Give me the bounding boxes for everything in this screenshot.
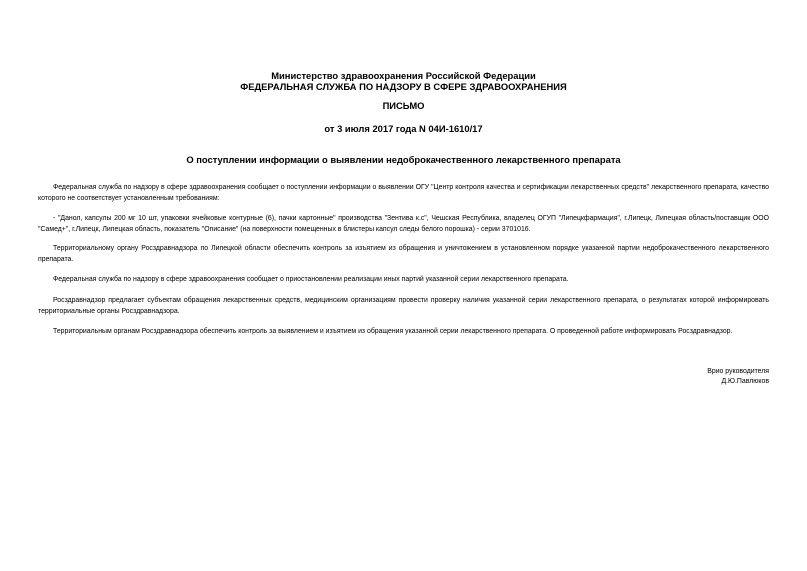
document-subject: О поступлении информации о выявлении недоброкачественного лекарственного препарата — [186, 154, 621, 165]
document-date-number: от 3 июля 2017 года N 04И-1610/17 — [324, 123, 483, 134]
body-paragraph-2: - "Данол, капсулы 200 мг 10 шт, упаковки ячейковые контурные (6), пачки картонные" производства "Зентива к.с", Чешская Республика, владелец ОГУП "Липецкфармация", г.Липецк, Липецкая область/поставщик ООО "Самед+", г.Липецк, Липецкая область, показатель "Описание" (на поверхности помещенных в блистеры капсул следы белого порошка) - серии 3701016. — [38, 215, 769, 233]
letterhead — [0, 70, 807, 92]
body-paragraph-4: Федеральная служба по надзору в сфере здравоохранения сообщает о приостановлении реализации иных партий указанной серии лекарственного препарата. — [53, 276, 569, 283]
document-type: ПИСЬМО — [382, 100, 425, 111]
signature-block — [707, 367, 769, 387]
body-paragraph-5: Росздравнадзор предлагает субъектам обращения лекарственных средств, медицинским организациям провести проверку наличия указанной серии лекарственного препарата, о результатах которой информировать территориальные органы Росздравнадзора. — [38, 297, 769, 315]
body-paragraph-6: Территориальным органам Росздравнадзора обеспечить контроль за выявлением и изъятием из обращения указанной серии лекарственного препарата. О проведенной работе информировать Росздравнадзор. — [53, 328, 733, 335]
ministry-name: Министерство здравоохранения Российской Федерации — [271, 70, 536, 81]
body-paragraph-3: Территориальному органу Росздравнадзора по Липецкой области обеспечить контроль за изъятием из обращения и уничтожением в установленном порядке указанной партии недоброкачественного лекарственного препарата. — [38, 245, 769, 263]
service-name: ФЕДЕРАЛЬНАЯ СЛУЖБА ПО НАДЗОРУ В СФЕРЕ ЗДРАВООХРАНЕНИЯ — [240, 81, 567, 92]
body-paragraph-1: Федеральная служба по надзору в сфере здравоохранения сообщает о поступлении информации о выявлении ОГУ "Центр контроля качества и сертификации лекарственных средств" лекарственного препарата, качество которого не соответствует установленным требованиям: — [38, 184, 769, 202]
signatory-name: Д.Ю.Павлюков — [721, 378, 769, 385]
signatory-position: Врио руководителя — [707, 368, 769, 375]
